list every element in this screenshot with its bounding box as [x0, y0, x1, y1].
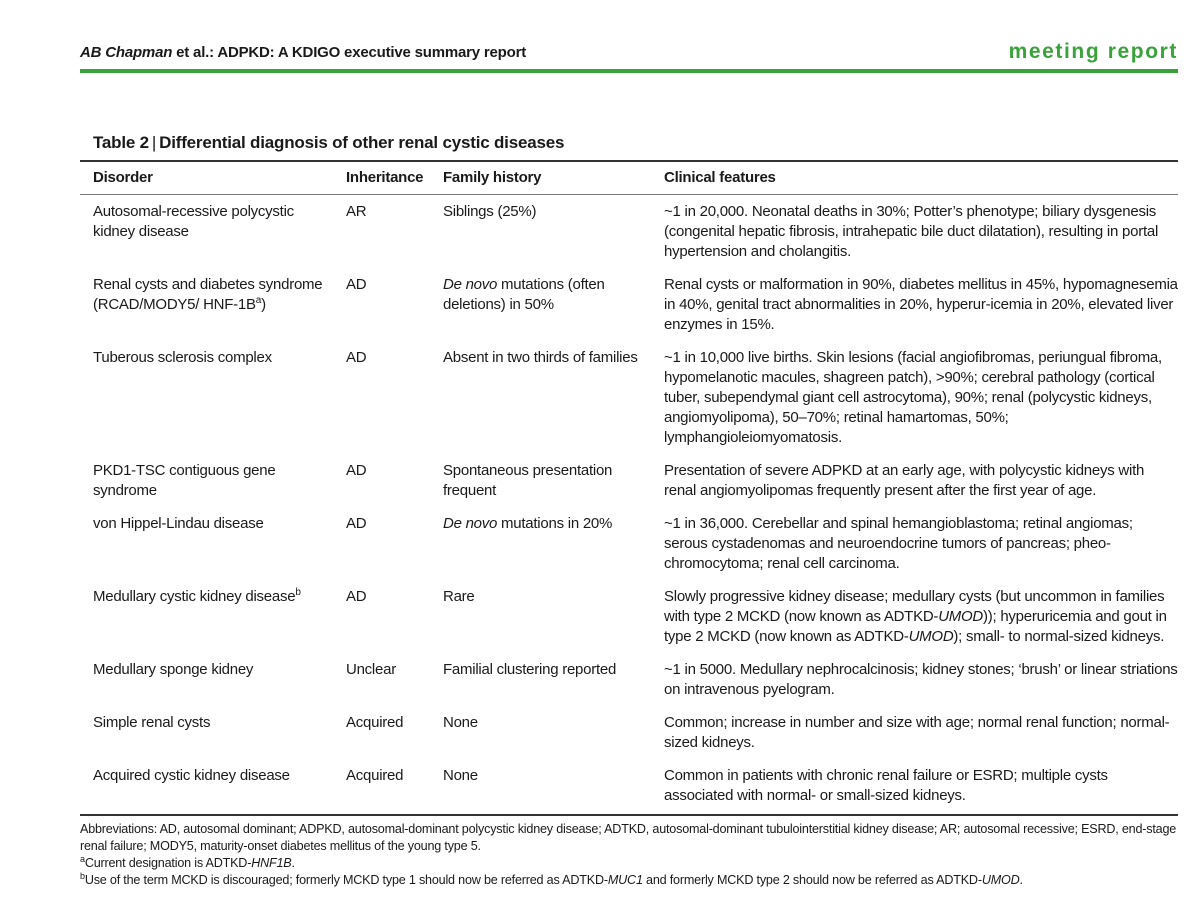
- text-segment: von Hippel-Lindau disease: [93, 515, 264, 532]
- table-header-row: [80, 162, 1178, 195]
- family-history-cell: [430, 653, 651, 706]
- clinical-features-cell: [651, 454, 1178, 507]
- text-segment: AR: [346, 203, 367, 220]
- disorder-cell: [80, 454, 333, 507]
- footnote-marker: b: [295, 587, 301, 598]
- text-segment: Simple renal cysts: [93, 714, 211, 731]
- clinical-features-cell: [651, 706, 1178, 759]
- text-segment: Acquired cystic kidney disease: [93, 767, 290, 784]
- text-segment: Common in patients with chronic renal failure or ESRD; multiple cysts associated with normal- or small-sized kidneys.: [664, 767, 1108, 804]
- inheritance-cell: [333, 706, 430, 759]
- abbreviations-note: Abbreviations: AD, autosomal dominant; ADPKD, autosomal-dominant polycystic kidney disease; ADTKD, autosomal-dominant tubulointerstitial kidney disease; AR; autosomal recessive; ESRD, end-stage renal failure; MODY5, maturity-onset diabetes mellitus of the young type 5.: [80, 822, 1177, 853]
- italic-term: De novo: [443, 515, 498, 532]
- text-segment: AD: [346, 276, 367, 293]
- text-segment: Siblings (25%): [443, 203, 537, 220]
- disorder-cell: [80, 507, 333, 580]
- italic-term: UMOD: [908, 628, 954, 645]
- inheritance-cell: [333, 268, 430, 341]
- table-bottom-rule: [80, 814, 1178, 816]
- text-segment: and formerly MCKD type 2 should now be referred as ADTKD-: [642, 873, 982, 887]
- text-segment: Acquired: [346, 714, 404, 731]
- disorder-cell: [80, 653, 333, 706]
- table-notes: [80, 821, 1180, 889]
- col-header-family-history: Family history: [443, 169, 542, 186]
- text-segment: mutations (often deletions) in 50%: [443, 276, 605, 313]
- text-segment: Medullary sponge kidney: [93, 661, 254, 678]
- table-caption: Differential diagnosis of other renal cystic diseases: [159, 133, 565, 152]
- text-segment: Spontaneous presentation frequent: [443, 462, 613, 499]
- text-segment: AD: [346, 588, 367, 605]
- italic-term: UMOD: [938, 608, 984, 625]
- inheritance-cell: [333, 341, 430, 454]
- text-segment: PKD1-TSC contiguous gene syndrome: [93, 462, 276, 499]
- text-segment: Autosomal-recessive polycystic kidney disease: [93, 203, 294, 240]
- clinical-features-cell: [651, 580, 1178, 653]
- table-label: Table 2: [93, 133, 149, 152]
- text-segment: .: [1019, 873, 1023, 887]
- text-segment: .: [291, 856, 295, 870]
- text-segment: Absent in two thirds of families: [443, 349, 638, 366]
- inheritance-cell: [333, 759, 430, 812]
- disorder-cell: [80, 706, 333, 759]
- family-history-cell: [430, 341, 651, 454]
- text-segment: Familial clustering reported: [443, 661, 617, 678]
- clinical-features-cell: [651, 759, 1178, 812]
- italic-term: MUC1: [607, 873, 643, 887]
- text-segment: Renal cysts or malformation in 90%, diabetes mellitus in 45%, hypomagnesemia in 40%, genital tract abnormalities in 20%, hyperur-icemia in 20%, elevated liver enzymes in 15%.: [664, 276, 1178, 333]
- table-row: [80, 341, 1178, 454]
- text-segment: Acquired: [346, 767, 404, 784]
- family-history-cell: [430, 759, 651, 812]
- family-history-cell: [430, 268, 651, 341]
- table-row: [80, 507, 1178, 580]
- text-segment: Slowly progressive kidney disease; medullary cysts (but uncommon in families with type 2 MCKD (now known as ADTKD-: [664, 588, 1165, 625]
- table-body: [80, 195, 1178, 813]
- running-head-title: et al.: ADPKD: A KDIGO executive summary report: [172, 44, 527, 61]
- col-header-disorder: Disorder: [93, 169, 153, 186]
- text-segment: AD: [346, 349, 367, 366]
- text-segment: Presentation of severe ADPKD at an early age, with polycystic kidneys with renal angiomyolipomas frequently present after the first year of age.: [664, 462, 1145, 499]
- clinical-features-cell: [651, 507, 1178, 580]
- table-row: [80, 653, 1178, 706]
- text-segment: Use of the term MCKD is discouraged; formerly MCKD type 1 should now be referred as ADTKD-: [84, 873, 608, 887]
- section-label: meeting report: [1008, 40, 1178, 63]
- text-segment: None: [443, 767, 478, 784]
- text-segment: ); small- to normal-sized kidneys.: [953, 628, 1165, 645]
- table-row: [80, 454, 1178, 507]
- italic-term: HNF1B: [251, 856, 292, 870]
- clinical-features-cell: [651, 341, 1178, 454]
- family-history-cell: [430, 706, 651, 759]
- col-header-clinical-features: Clinical features: [664, 169, 776, 186]
- text-segment: mutations in 20%: [497, 515, 613, 532]
- text-segment: Current designation is ADTKD-: [84, 856, 252, 870]
- family-history-cell: [430, 195, 651, 269]
- italic-term: De novo: [443, 276, 498, 293]
- text-segment: )); hyperuricemia and gout in type 2 MCKD (now known as ADTKD-: [664, 608, 1167, 645]
- disorder-cell: [80, 195, 333, 269]
- table-row: [80, 195, 1178, 269]
- inheritance-cell: [333, 454, 430, 507]
- text-segment: Unclear: [346, 661, 396, 678]
- text-segment: Common; increase in number and size with age; normal renal function; normal-sized kidneys.: [664, 714, 1170, 751]
- table-row: [80, 580, 1178, 653]
- table-row: [80, 759, 1178, 812]
- disorder-cell: [80, 268, 333, 341]
- footnote-a: [80, 855, 1180, 872]
- table-row: [80, 268, 1178, 341]
- text-segment: ~1 in 10,000 live births. Skin lesions (facial angiofibromas, periungual fibroma, hypomelanotic macules, shagreen patch), >90%; cerebral pathology (cortical tuber, subependymal giant cell astrocytoma), 90%; renal (polycystic kidneys, angiomyolipoma), 50–70%; retinal hamartomas, 50%; lymphangioleiomyomatosis.: [664, 349, 1162, 446]
- title-separator: |: [151, 133, 157, 152]
- text-segment: ~1 in 20,000. Neonatal deaths in 30%; Potter’s phenotype; biliary dysgenesis (congenital hepatic fibrosis, intrahepatic bile duct dilatation), resulting in portal hypertension and cholangitis.: [664, 203, 1159, 260]
- inheritance-cell: [333, 507, 430, 580]
- inheritance-cell: [333, 580, 430, 653]
- running-head: [80, 44, 526, 61]
- text-segment: Renal cysts and diabetes syndrome (RCAD/MODY5/ HNF-1B: [93, 276, 323, 313]
- clinical-features-cell: [651, 653, 1178, 706]
- text-segment: ): [261, 296, 266, 313]
- disorder-cell: [80, 341, 333, 454]
- header-rule: [80, 69, 1178, 73]
- col-header-inheritance: Inheritance: [346, 169, 424, 186]
- disorder-cell: [80, 580, 333, 653]
- text-segment: AD: [346, 515, 367, 532]
- text-segment: AD: [346, 462, 367, 479]
- footnote-marker: a: [255, 295, 262, 306]
- inheritance-cell: [333, 653, 430, 706]
- footnote-marker: a: [80, 853, 85, 864]
- footnote-b: [80, 872, 1180, 889]
- running-head-authors: AB Chapman: [80, 44, 173, 61]
- table-title: [93, 133, 564, 153]
- text-segment: None: [443, 714, 478, 731]
- table-row: [80, 706, 1178, 759]
- text-segment: Tuberous sclerosis complex: [93, 349, 272, 366]
- clinical-features-cell: [651, 195, 1178, 269]
- clinical-features-cell: [651, 268, 1178, 341]
- inheritance-cell: [333, 195, 430, 269]
- text-segment: Rare: [443, 588, 475, 605]
- disorder-cell: [80, 759, 333, 812]
- text-segment: ~1 in 5000. Medullary nephrocalcinosis; kidney stones; ‘brush’ or linear striations on intravenous pyelogram.: [664, 661, 1178, 698]
- family-history-cell: [430, 454, 651, 507]
- family-history-cell: [430, 507, 651, 580]
- text-segment: Medullary cystic kidney disease: [93, 588, 296, 605]
- text-segment: ~1 in 36,000. Cerebellar and spinal hemangioblastoma; retinal angiomas; serous cystadenomas and neuroendocrine tumors of pancreas; pheo-chromocytoma; renal cell carcinoma.: [664, 515, 1133, 572]
- diagnosis-table: [80, 162, 1178, 812]
- footnote-marker: b: [80, 870, 85, 881]
- italic-term: UMOD: [981, 873, 1020, 887]
- family-history-cell: [430, 580, 651, 653]
